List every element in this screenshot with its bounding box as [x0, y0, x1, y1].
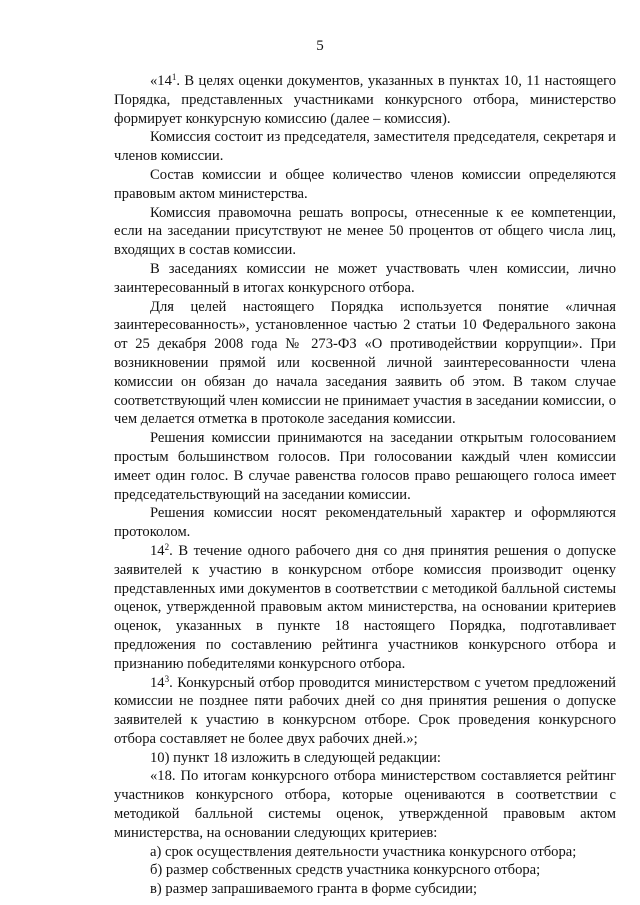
- paragraph-decisions: Решения комиссии носят рекомендательный характер и оформляются протоколом.: [114, 505, 616, 541]
- paragraph-commission-composition: Комиссия состоит из председателя, заместителя председателя, секретаря и членов комиссии.: [114, 129, 616, 165]
- paragraph-conflict-of-interest: В заседаниях комиссии не может участвовать член комиссии, лично заинтересованный в итогах конкурсного отбора.: [114, 260, 616, 296]
- clause-number: «14: [150, 73, 172, 89]
- paragraph-commission-quorum: Комиссия правомочна решать вопросы, отнесенные к ее компетенции, если на заседании присутствуют не менее 50 процентов от общего числа лиц, входящих в состав комиссии.: [114, 204, 616, 259]
- document-body: [114, 72, 616, 899]
- paragraph-personal-interest: Для целей настоящего Порядка используется понятие «личная заинтересованность», установленное частью 2 статьи 10 Федерального закона от 25 декабря 2008 года № 273-ФЗ «О противодействии коррупции». При возникновении прямой или косвенной личной заинтересованности члена комиссии он обязан до начала заседания заявить об этом. В таком случае соответствующий член комиссии не принимает участия в заседании комиссии, о чем делается отметка в протоколе заседания комиссии.: [114, 298, 616, 428]
- clause-number: 14: [150, 674, 165, 691]
- paragraph-18: «18. По итогам конкурсного отбора министерством составляется рейтинг участников конкурсного отбора, которые оцениваются в соответствии с методикой балльной системы оценок, утвержденной правовым актом министерства, на основании следующих критериев:: [114, 768, 616, 841]
- paragraph-14-3: [114, 674, 616, 749]
- paragraph-item-10: 10) пункт 18 изложить в следующей редакции:: [150, 749, 441, 766]
- clause-superscript: 2: [164, 541, 170, 552]
- criterion-a: а) срок осуществления деятельности участника конкурсного отбора;: [150, 843, 577, 860]
- paragraph-14-2: [114, 542, 616, 674]
- criterion-b: б) размер собственных средств участника конкурсного отбора;: [150, 862, 541, 879]
- clause-superscript: 3: [164, 673, 170, 684]
- paragraph-voting: Решения комиссии принимаются на заседании открытым голосованием простым большинством голосов. При голосовании каждый член комиссии имеет один голос. В случае равенства голосов право решающего голоса имеет председательствующий на заседании комиссии.: [114, 430, 616, 503]
- paragraph-commission-members: Состав комиссии и общее количество членов комиссии определяются правовым актом министерства.: [114, 166, 616, 202]
- paragraph-14-1: [114, 72, 616, 128]
- page-number: 5: [316, 38, 324, 54]
- clause-superscript: 1: [171, 72, 177, 82]
- clause-number: 14: [150, 542, 165, 559]
- criterion-c: в) размер запрашиваемого гранта в форме субсидии;: [150, 881, 478, 898]
- paragraph-text: . Конкурсный отбор проводится министерством с учетом предложений комиссии не позднее пяти рабочих дней со дня принятия решения о допуске заявителей к участию в конкурсном отборе. Срок проведения конкурсного отбора составляет не более двух рабочих дней.»;: [114, 674, 616, 747]
- paragraph-text: . В целях оценки документов, указанных в пунктах 10, 11 настоящего Порядка, представленных участниками конкурсного отбора, министерство формирует конкурсную комиссию (далее – комиссия).: [114, 73, 616, 127]
- paragraph-text: . В течение одного рабочего дня со дня принятия решения о допуске заявителей к участию в конкурсном отборе комиссия производит оценку представленных ими документов в соответствии с методикой балльной системы оценок, утвержденной правовым актом министерства, на основании критериев оценок, указанных в пункте 18 настоящего Порядка, подготавливает предложения по составлению рейтинга участников конкурсного отбора и признанию победителями конкурсного отбора.: [114, 542, 616, 672]
